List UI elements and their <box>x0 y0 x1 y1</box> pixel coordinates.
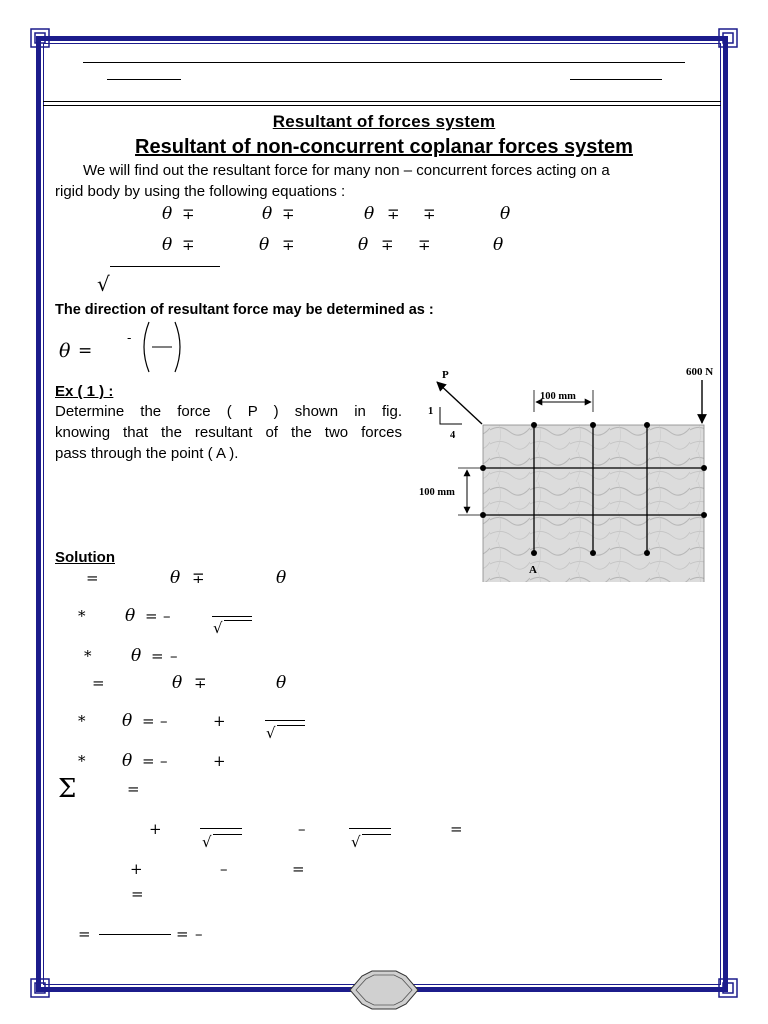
intro-line-2: rigid body by using the following equations : <box>55 183 346 200</box>
theta-symbol: θ <box>364 204 375 224</box>
fraction-bar <box>200 828 242 829</box>
label-slope-rise: 1 <box>428 406 434 417</box>
force-figure <box>410 362 730 582</box>
theta-symbol: θ <box>122 711 133 731</box>
plus-symbol: + <box>149 820 162 838</box>
minus-plus-symbol: ∓ <box>418 236 431 254</box>
minus-plus-symbol: ∓ <box>182 205 195 223</box>
minus-symbol: – <box>160 712 168 730</box>
theta-symbol: θ <box>493 235 504 255</box>
minus-plus-symbol: ∓ <box>194 674 207 692</box>
sqrt-symbol: √ <box>97 272 110 296</box>
equals-symbol: = <box>142 712 155 730</box>
minus-plus-symbol: ∓ <box>423 205 436 223</box>
star-symbol: * <box>84 647 92 665</box>
theta-symbol: θ <box>358 235 369 255</box>
minus-symbol: – <box>163 607 171 625</box>
theta-symbol: θ <box>276 673 287 693</box>
fraction-bar <box>265 720 305 721</box>
theta-symbol: θ <box>125 606 136 626</box>
sqrt-symbol: √ <box>351 833 361 851</box>
minus-symbol: – <box>298 820 306 838</box>
theta-symbol: θ <box>262 204 273 224</box>
equals-symbol: = <box>450 820 463 838</box>
plus-symbol: + <box>130 860 143 878</box>
page-title: Resultant of forces system <box>272 112 496 131</box>
example-text <box>55 401 402 464</box>
theta-symbol: θ <box>276 568 287 588</box>
theta-symbol: θ <box>162 235 173 255</box>
fraction-parentheses <box>137 318 187 376</box>
fraction-bar <box>212 616 252 617</box>
header-short-line-right <box>570 79 662 80</box>
star-symbol: * <box>78 607 86 625</box>
label-dim-top: 100 mm <box>540 391 576 402</box>
sqrt-bar <box>213 834 242 835</box>
slope-triangle <box>440 407 462 424</box>
sqrt-bar <box>362 834 391 835</box>
direction-heading: The direction of resultant force may be determined as : <box>55 302 434 318</box>
plus-symbol: + <box>213 712 226 730</box>
equals-symbol: = <box>131 885 144 903</box>
equals-symbol: = <box>86 569 99 587</box>
page-subtitle: Resultant of non-concurrent coplanar forces system <box>135 136 633 158</box>
sqrt-symbol: √ <box>266 724 276 742</box>
theta-symbol: θ <box>170 568 181 588</box>
equals-symbol: = <box>292 860 305 878</box>
minus-plus-symbol: ∓ <box>381 236 394 254</box>
star-symbol: * <box>78 712 86 730</box>
minus-plus-symbol: ∓ <box>282 205 295 223</box>
theta-symbol: θ <box>162 204 173 224</box>
minus-plus-symbol: ∓ <box>192 569 205 587</box>
theta-symbol: θ <box>259 235 270 255</box>
equals-symbol: = <box>92 674 105 692</box>
minus-plus-symbol: ∓ <box>282 236 295 254</box>
inverse-mark: - <box>127 331 132 346</box>
minus-symbol: – <box>160 752 168 770</box>
minus-symbol: – <box>195 925 203 943</box>
minus-plus-symbol: ∓ <box>387 205 400 223</box>
bottom-ornament <box>350 971 418 1009</box>
theta-symbol: θ <box>59 340 71 362</box>
equals-symbol: = <box>142 752 155 770</box>
label-p: P <box>442 369 449 381</box>
sqrt-bar <box>110 266 220 267</box>
example-line-1: Determine the force ( P ) shown in fig. <box>55 403 402 420</box>
equals-symbol: = <box>151 647 164 665</box>
label-dim-left: 100 mm <box>419 487 455 498</box>
example-line-3: pass through the point ( A ). <box>55 445 239 462</box>
sqrt-symbol: √ <box>202 833 212 851</box>
equals-symbol: = <box>145 607 158 625</box>
equals-symbol: = <box>127 780 140 798</box>
sqrt-bar <box>224 620 252 621</box>
header-separator-thin <box>43 105 721 106</box>
star-symbol: * <box>78 752 86 770</box>
sqrt-symbol: √ <box>213 619 223 637</box>
sqrt-bar <box>277 725 305 726</box>
plus-symbol: + <box>213 752 226 770</box>
example-label: Ex ( 1 ) : <box>55 383 114 400</box>
theta-symbol: θ <box>131 646 142 666</box>
label-a: A <box>529 564 537 576</box>
force-p-arrow <box>437 382 482 424</box>
minus-symbol: – <box>170 647 178 665</box>
header-line <box>83 62 685 63</box>
equals-symbol: = <box>176 925 189 943</box>
header-separator <box>43 101 721 102</box>
example-line-2: knowing that the resultant of the two forces <box>55 424 402 441</box>
solution-label: Solution <box>55 549 115 566</box>
theta-symbol: θ <box>172 673 183 693</box>
fraction-bar <box>99 934 171 935</box>
equals-symbol: = <box>78 341 93 361</box>
intro-line-1: We will find out the resultant force for many non – concurrent forces acting on a <box>83 162 610 179</box>
header-short-line-left <box>107 79 181 80</box>
theta-symbol: θ <box>500 204 511 224</box>
sigma-symbol: Σ <box>58 774 77 804</box>
fraction-bar <box>349 828 391 829</box>
label-slope-run: 4 <box>450 430 456 441</box>
equals-symbol: = <box>78 925 91 943</box>
minus-symbol: – <box>220 860 228 878</box>
label-600n: 600 N <box>686 366 714 378</box>
theta-symbol: θ <box>122 751 133 771</box>
minus-plus-symbol: ∓ <box>182 236 195 254</box>
